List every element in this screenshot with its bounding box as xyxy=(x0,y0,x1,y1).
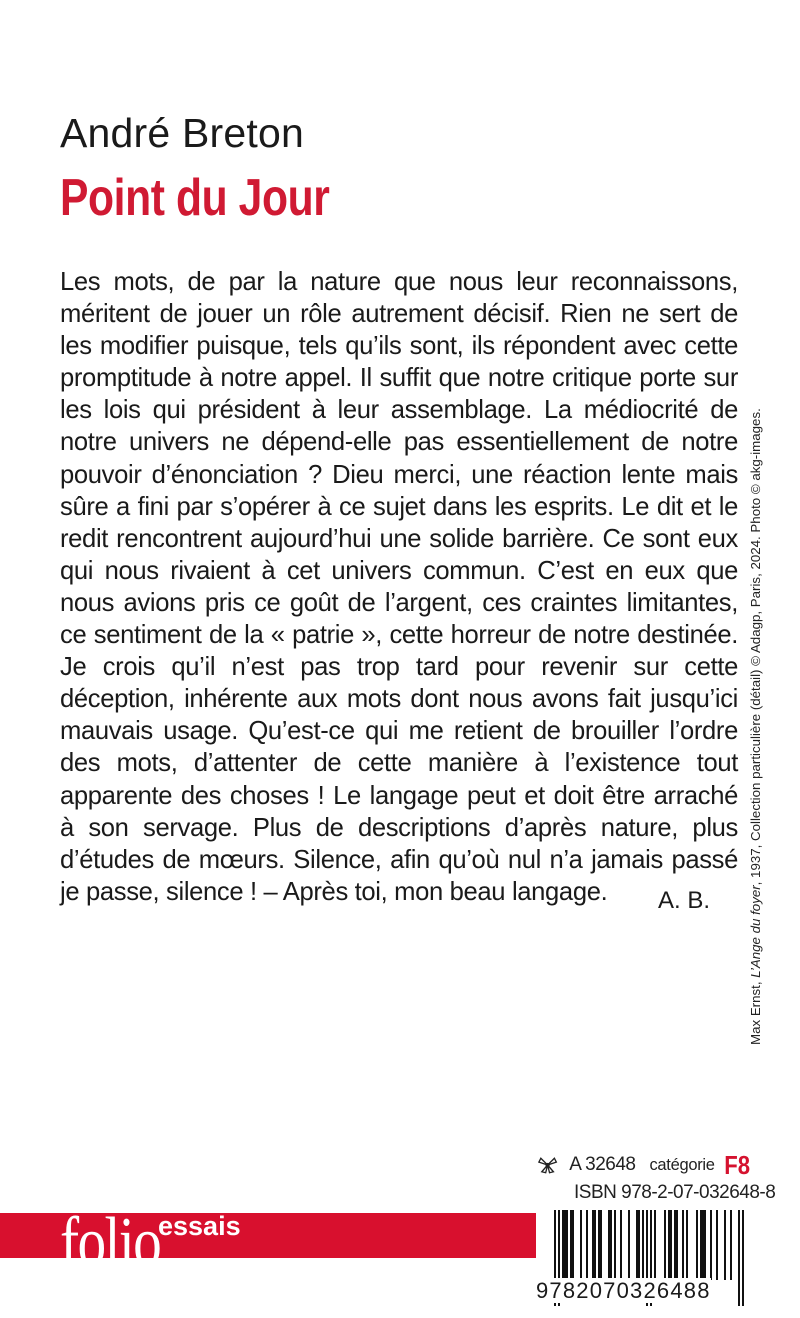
barcode-bar xyxy=(580,1210,582,1280)
gallimard-logo-icon xyxy=(536,1155,559,1175)
barcode-bar xyxy=(592,1210,594,1280)
back-cover-blurb: Les mots, de par la nature que nous leur reconnaissons, méritent de jouer un rôle autrement décisif. Rien ne sert de les modifier puisque, tels qu’ils sont, ils répondent avec cette promptitude à notre appel. Il suffit que notre critique porte sur les lois qui président à leur assemblage. La médiocrité de notre univers ne dépend-elle pas essentiellement de notre pouvoir d’énonciation ? Dieu merci, une réaction lente mais sûre a fini par s’opérer à ce sujet dans les esprits. Le dit et le redit rencontrent aujourd’hui une solide barrière. Ce sont eux qui nous rivaient à cet univers commun. C’est en eux que nous avions pris ce goût de l’argent, ces craintes limitantes, ce sentiment de la « patrie », cette horreur de notre destinée. Je crois qu’il n’est pas trop tard pour revenir sur cette déception, inhérente aux mots dont nous avons fait jusqu’ici mauvais usage. Qu’est-ce qui me retient de brouiller l’ordre des mots, d’attenter de cette manière à l’existence tout apparente des choses ! Le langage peut et doit être arraché à son servage. Plus de descriptions d’après nature, plus d’études de mœurs. Silence, afin qu’où nul n’a jamais passé je passe, silence ! – Après toi, mon beau langage. xyxy=(60,268,738,906)
category-label: catégorie xyxy=(649,1155,715,1174)
barcode-bar xyxy=(724,1210,726,1280)
barcode-bar xyxy=(628,1210,630,1280)
barcode-bar xyxy=(594,1210,596,1280)
barcode-bar xyxy=(670,1210,672,1280)
author-name: André Breton xyxy=(60,110,304,156)
barcode-bar xyxy=(668,1210,670,1280)
barcode-bar xyxy=(642,1210,644,1280)
barcode-bar xyxy=(682,1210,684,1280)
barcode-bar xyxy=(710,1210,712,1280)
blurb-signature: A. B. xyxy=(657,887,710,914)
barcode-bar xyxy=(586,1210,588,1280)
barcode-bar xyxy=(620,1210,622,1280)
image-credit xyxy=(748,408,764,1045)
isbn-row xyxy=(536,1179,776,1207)
barcode-bar xyxy=(638,1210,640,1280)
catalog-codes xyxy=(536,1149,776,1207)
barcode-bar xyxy=(700,1210,702,1280)
credit-work-title: L’Ange du foyer xyxy=(748,885,763,978)
barcode-bar xyxy=(654,1210,656,1280)
barcode-digits xyxy=(536,1278,748,1304)
barcode-bar xyxy=(608,1210,610,1280)
isbn-number: ISBN 978-2-07-032648-8 xyxy=(574,1182,776,1203)
barcode-bar xyxy=(676,1210,678,1280)
barcode-bar xyxy=(674,1210,676,1280)
catalog-number: A 32648 xyxy=(569,1154,636,1175)
barcode-bar xyxy=(598,1210,600,1280)
barcode-bar xyxy=(730,1210,732,1280)
barcode-bar xyxy=(566,1210,568,1280)
barcode-bar xyxy=(600,1210,602,1280)
essais-collection-label: essais xyxy=(158,1211,241,1241)
credit-details: , 1937, Collection particulière (détail) © Adagp, Paris, 2024. Photo © akg-images. xyxy=(748,408,763,886)
folio-logo: folio xyxy=(60,1204,161,1281)
barcode-bar xyxy=(636,1210,638,1280)
book-title: Point du Jour xyxy=(60,169,330,227)
category-code: F8 xyxy=(723,1149,750,1180)
barcode-bar xyxy=(702,1210,704,1280)
barcode-bar xyxy=(562,1210,564,1280)
credit-artist: Max Ernst, xyxy=(748,977,763,1045)
barcode-bar xyxy=(696,1210,698,1280)
barcode-bar xyxy=(704,1210,706,1280)
barcode-bar xyxy=(614,1210,616,1280)
barcode-digits-text: 9782070326488 xyxy=(536,1278,711,1303)
barcode-bar xyxy=(686,1210,688,1280)
barcode-bar xyxy=(716,1210,718,1280)
barcode-bar xyxy=(564,1210,566,1280)
barcode-bar xyxy=(570,1210,572,1280)
barcode-bar xyxy=(572,1210,574,1280)
catalog-row xyxy=(536,1151,752,1179)
barcode-bar xyxy=(610,1210,612,1280)
barcode-bar xyxy=(664,1210,666,1280)
